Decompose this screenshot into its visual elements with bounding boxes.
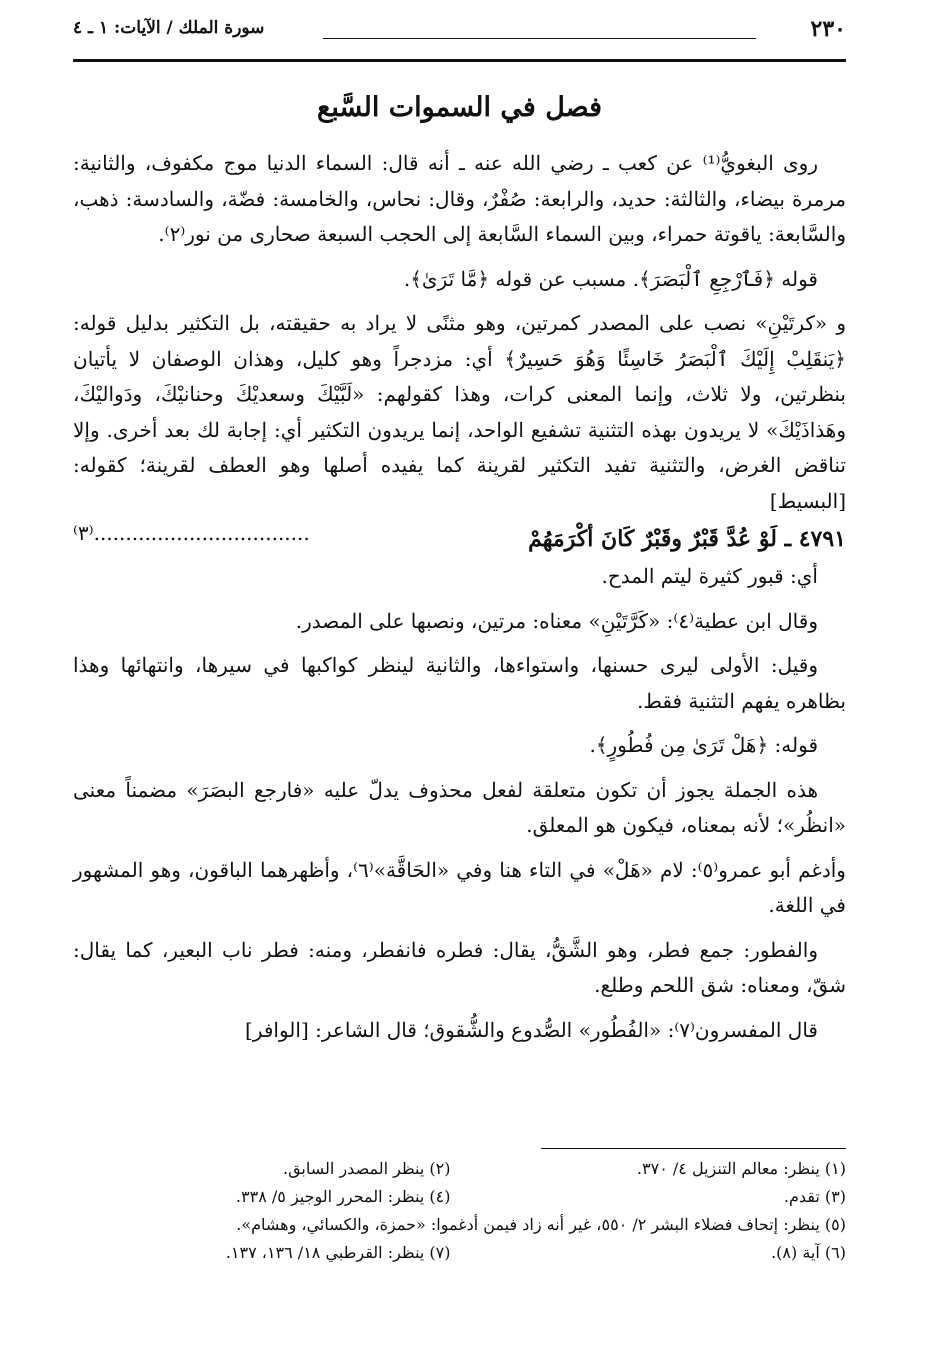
paragraph: أي: قبور كثيرة ليتم المدح. <box>601 564 818 588</box>
poetry-verse <box>73 519 846 559</box>
footnote: (٣) تقدم. <box>783 1187 846 1206</box>
paragraph: وقال ابن عطية⁽٤⁾: «كَرَّتَيْنِ» معناه: مرتين، ونصبها على المصدر. <box>295 608 818 633</box>
header-leader-line <box>323 38 756 39</box>
footnote: (٥) ينظر: إتحاف فضلاء البشر ٢/ ٥٥٠، غير أنه زاد فيمن أدغموا: «حمزة، والكسائي، وهشام». <box>236 1215 846 1234</box>
header-rule <box>73 59 846 62</box>
footnote: (٧) ينظر: القرطبي ١٨/ ١٣٦، ١٣٧. <box>225 1243 451 1262</box>
running-title: سورة الملك / الآيات: ١ ـ ٤ <box>73 18 265 38</box>
running-header <box>73 14 846 48</box>
verse-ellipsis: ..................................⁽٣⁾ <box>73 521 310 545</box>
book-page <box>73 0 846 1359</box>
verse-text: ٤٧٩١ ـ لَوْ عُدَّ قَبْرٌ وقَبْرٌ كَانَ أكْرَمَهُمْ <box>528 526 846 552</box>
page-number: ٢٣٠ <box>810 16 846 42</box>
paragraph: و «كرتَيْنِ» نصب على المصدر كمرتين، وهو مثنًى لا يراد به حقيقته، بل التكثير بدليل قوله: ﴿يَنقَلِبْ إِلَيْكَ ٱلْبَصَرُ خَاسِئًا وَهُوَ حَسِيرٌ﴾ أي: مزدجراً وهو كليل، وهذان الوصفان لا يأتيان بنظرتين، ولا ثلاث، وإنما المعنى كرات، وهذا كقولهم: «لَبَّيْكَ وسعديْكَ وحنانيْكَ، ودَواليْكَ، وهَذاذَيْكَ» لا يريدون بهذه التثنية تشفيع الواحد، إنما يريدون التكثير أي: إجابة لك بعد أخرى. وإلا تناقض الغرض، والتثنية تفيد التكثير لقرينة كما يفيده أصلها وهو العطف لقرينة؛ كقوله: [البسيط] <box>73 311 846 513</box>
footnote: (١) ينظر: معالم التنزيل ٤/ ٣٧٠. <box>636 1159 846 1178</box>
footnote: (٦) آية (٨). <box>771 1243 846 1262</box>
paragraph: وأدغم أبو عمرو⁽٥⁾: لام «هَلْ» في التاء هنا وفي «الحَاقَّة»⁽٦⁾، وأظهرهما الباقون، وهو المشهور في اللغة. <box>73 857 846 917</box>
paragraph: والفطور: جمع فطر، وهو الشَّقُّ، يقال: فطره فانفطر، ومنه: فطر ناب البعير، كما يقال: شقّ، ومعناه: شق اللحم وطلع. <box>73 937 846 997</box>
paragraph: روى البغويُّ⁽¹⁾ عن كعب ـ رضي الله عنه ـ أنه قال: السماء الدنيا موج مكفوف، والثانية: مرمرة بيضاء، والثالثة: حديد، والرابعة: صُفْرٌ، وقال: نحاس، والخامسة: فضّة، والسادسة: ذهب، والسَّابعة: ياقوتة حمراء، وبين السماء السَّابعة إلى الحجب السبعة صحارى من نور⁽٢⁾. <box>73 151 846 246</box>
paragraph: هذه الجملة يجوز أن تكون متعلقة لفعل محذوف يدلّ عليه «فارجع البصَرَ» مضمناً معنى «انظُر»؛ لأنه بمعناه، فيكون هو المعلق. <box>73 777 846 837</box>
paragraph: قوله ﴿فَٱرْجِعِ ٱلْبَصَرَ﴾. مسبب عن قوله ﴿مَّا تَرَىٰ﴾. <box>403 266 818 291</box>
footnote: (٤) ينظر: المحرر الوجيز ٥/ ٣٣٨. <box>235 1187 451 1206</box>
paragraph: قال المفسرون⁽٧⁾: «الفُطُور» الصُّدوع والشُّقوق؛ قال الشاعر: [الوافر] <box>245 1017 818 1042</box>
main-text <box>73 146 846 1048</box>
footnote-separator <box>541 1148 846 1149</box>
paragraph: وقيل: الأولى ليرى حسنها، واستواءها، والثانية لينظر كواكبها في سيرها، وانتهائها وهذا بظاهره يفهم التثنية فقط. <box>73 653 846 713</box>
paragraph: قوله: ﴿هَلْ تَرَىٰ مِن فُطُورٍ﴾. <box>589 733 818 757</box>
chapter-title: فصل في السموات السَّبع <box>316 92 602 123</box>
footnotes <box>73 1148 846 1267</box>
footnote: (٢) ينظر المصدر السابق. <box>283 1159 451 1178</box>
